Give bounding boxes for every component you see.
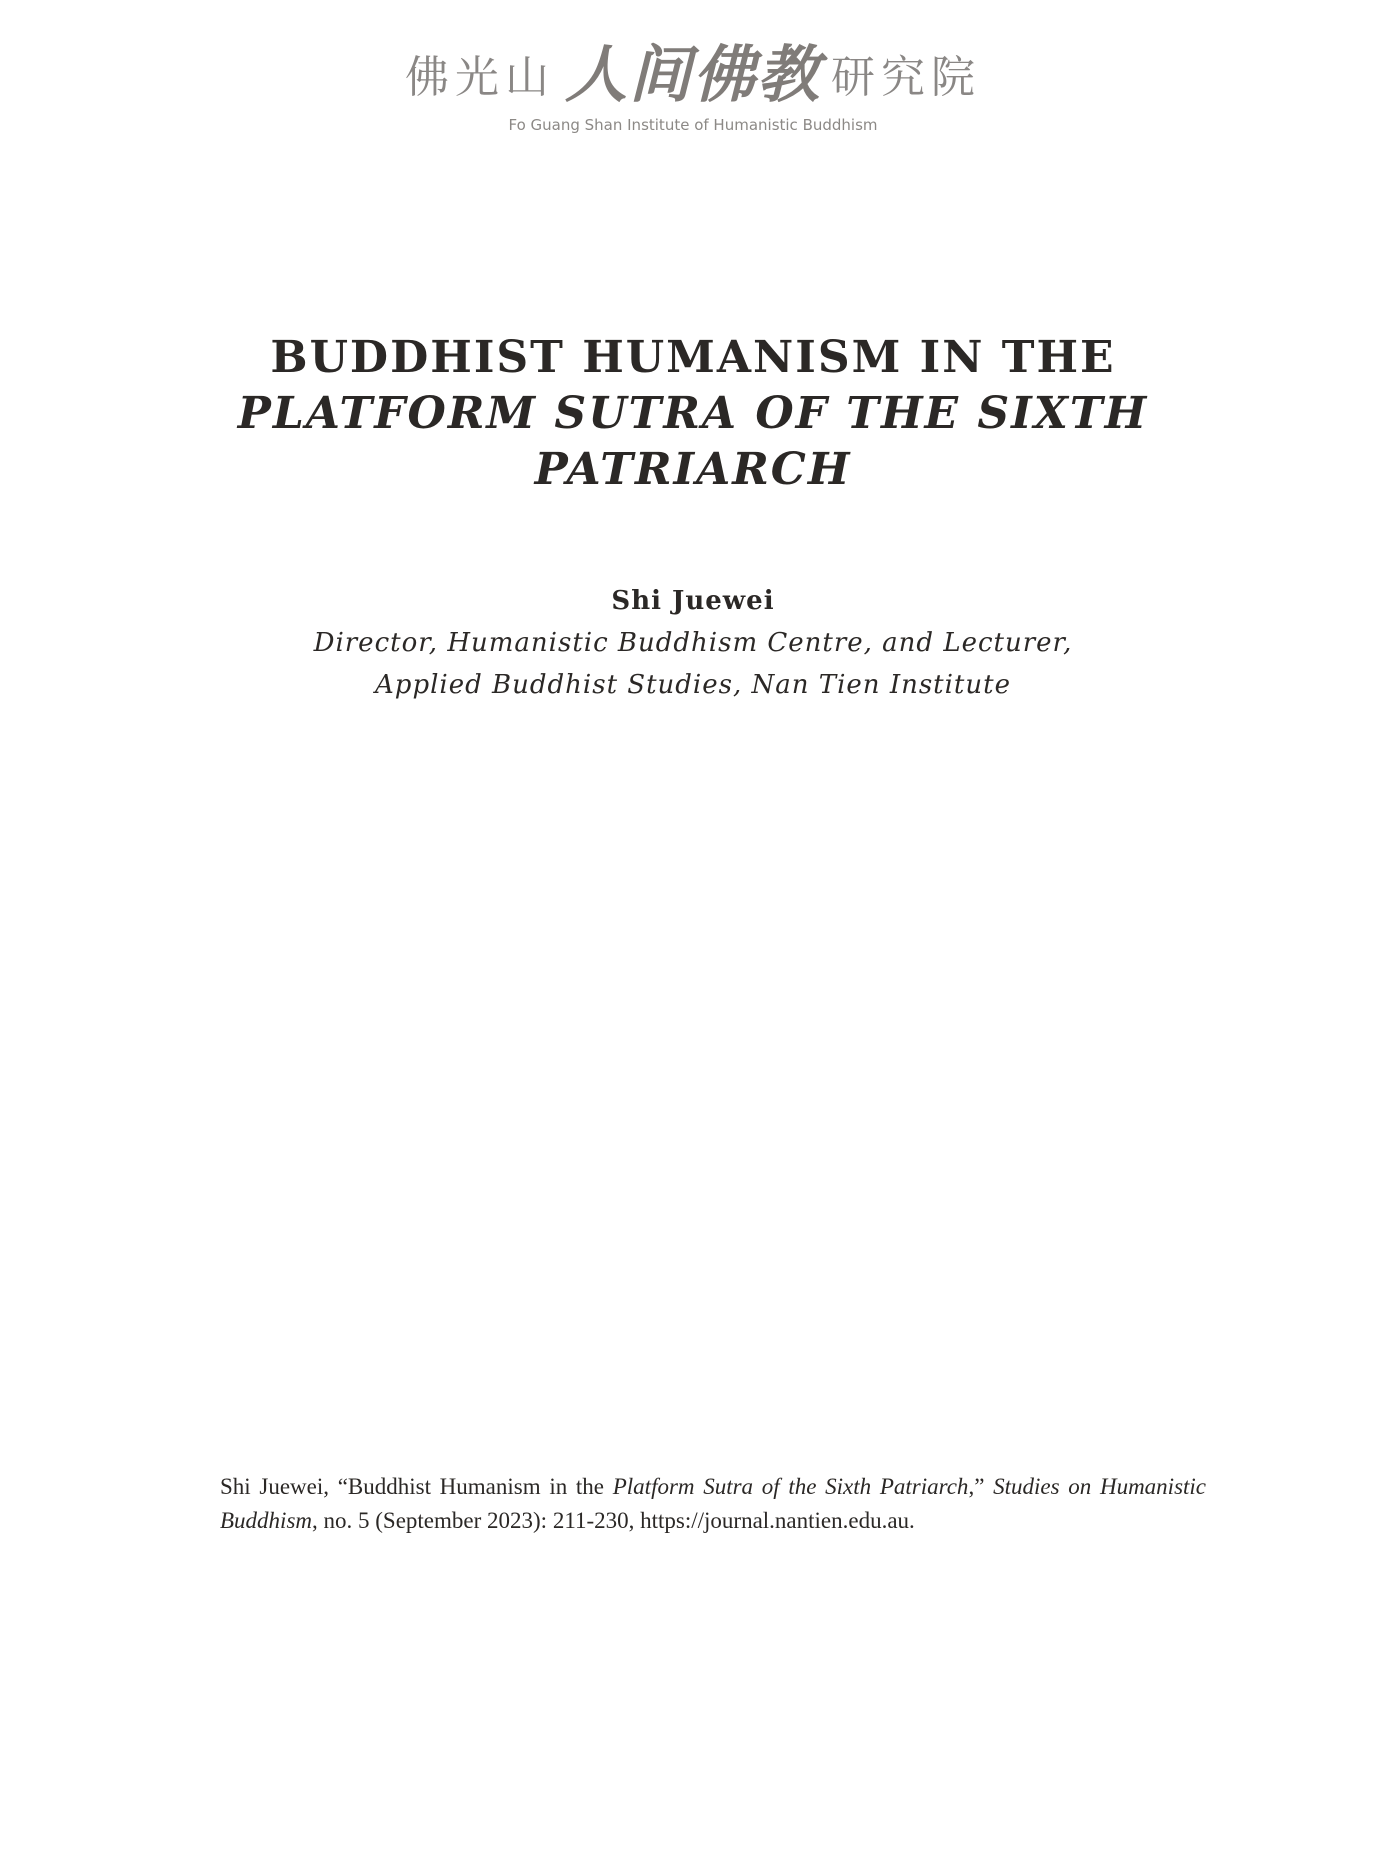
citation-text: ,” <box>968 1474 994 1499</box>
logo-calligraphy: 人间佛教 <box>564 38 821 111</box>
citation-text: Shi Juewei, “Buddhist Humanism in the <box>220 1474 613 1499</box>
citation-text: , no. 5 (September 2023): 211-230, https://journal.nantien.edu.au. <box>312 1508 915 1533</box>
logo-text-left: 佛光山 <box>404 52 555 103</box>
logo-text-right: 研究院 <box>831 52 981 103</box>
logo-wordmark <box>0 38 1386 111</box>
article-title <box>0 330 1386 498</box>
citation <box>220 1470 1206 1538</box>
author-block <box>0 580 1386 706</box>
author-affiliation-line-2: Applied Buddhist Studies, Nan Tien Institute <box>375 670 1011 700</box>
author-name: Shi Juewei <box>611 586 775 616</box>
title-line-3: PATRIARCH <box>534 444 852 495</box>
citation-journal-title: Studies on Humanistic Buddhism <box>220 1474 1207 1533</box>
title-line-2: PLATFORM SUTRA OF THE SIXTH <box>237 388 1149 439</box>
citation-work-title: Platform Sutra of the Sixth Patriarch <box>612 1474 969 1499</box>
title-line-1: BUDDHIST HUMANISM IN THE <box>270 332 1116 383</box>
author-affiliation-line-1: Director, Humanistic Buddhism Centre, and Lecturer, <box>313 628 1073 658</box>
institute-logo <box>0 40 1386 134</box>
logo-subtitle: Fo Guang Shan Institute of Humanistic Buddhism <box>508 116 878 134</box>
